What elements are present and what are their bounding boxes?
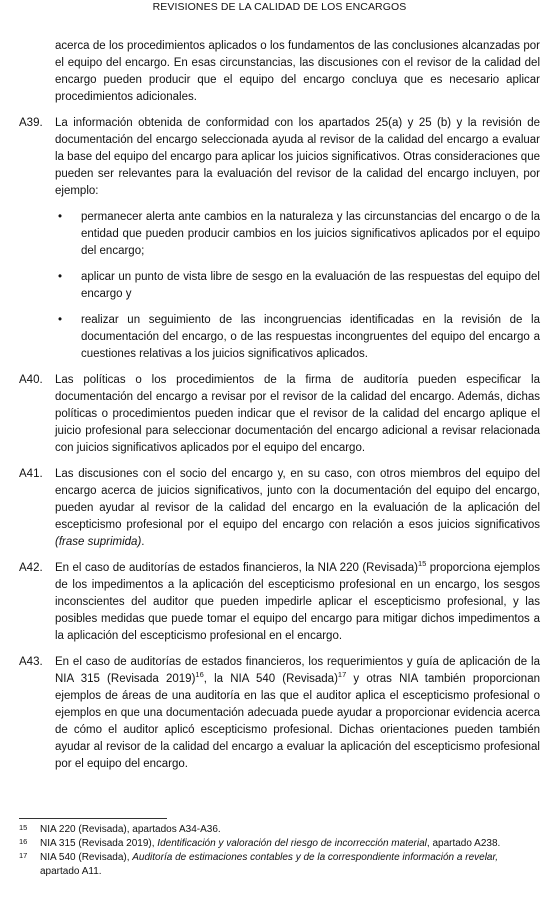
paragraph-a40: [19, 372, 540, 457]
paragraph-a41: [19, 466, 540, 551]
footnote-title: Identificación y valoración del riesgo de incorrección material: [157, 838, 427, 849]
list-item: [55, 269, 540, 303]
footnote-text: NIA 220 (Revisada), apartados A34-A36.: [40, 824, 221, 835]
paragraph-text: Las políticas o los procedimientos de la firma de auditoría pueden especificar la documentación del encargo a revisar por el revisor de la calidad del encargo. Además, dichas políticas o procedimientos pueden indicar que el revisor de la calidad del encargo aplique el juicio profesional para seleccionar documentación del encargo adicional a revisar relacionada con juicios significativos aplicados por el equipo del encargo.: [55, 374, 540, 454]
paragraph-text: [55, 654, 540, 773]
list-item-text: permanecer alerta ante cambios en la naturaleza y las circunstancias del encargo o de la entidad que pueden producir cambios en los juicios significativos aplicados por el equipo del encargo;: [81, 211, 540, 257]
footnote-number: 16: [19, 837, 28, 846]
footnote-ref: 15: [417, 559, 427, 569]
footnotes: [19, 818, 540, 879]
footnote-item: [19, 823, 540, 837]
document-body: [19, 38, 540, 782]
paragraph-a42: [19, 560, 540, 645]
list-item-text: realizar un seguimiento de las incongruencias identificadas en la revisión de la documentación del encargo, o de las respuestas incongruentes del equipo del encargo a cuestiones relativas a los juicios significativos aplicados.: [81, 314, 540, 360]
paragraph-text-part: , la NIA 540 (Revisada): [203, 673, 338, 685]
footnote-tail: , apartado A238.: [426, 838, 501, 849]
paragraph-text: [55, 560, 540, 645]
page-header: REVISIONES DE LA CALIDAD DE LOS ENCARGOS: [152, 1, 407, 13]
footnote-number: 15: [19, 823, 28, 832]
footnote-number: 17: [19, 851, 28, 860]
footnote-text: NIA 315 (Revisada 2019),: [40, 838, 158, 849]
paragraph-text-part: En el caso de auditorías de estados financieros, la NIA 220 (Revisada): [55, 562, 418, 574]
footnote-item: [19, 851, 540, 879]
footnote-item: [19, 837, 540, 851]
bullet-list: [55, 209, 540, 363]
footnote-ref: 17: [337, 670, 347, 680]
list-item-text: aplicar un punto de vista libre de sesgo en la evaluación de las respuestas del equipo del encargo y: [81, 271, 540, 300]
list-item: [55, 312, 540, 363]
paragraph-number: A41.: [19, 468, 43, 480]
bullet-icon: •: [58, 314, 63, 326]
paragraph-text-main: Las discusiones con el socio del encargo y, en su caso, con otros miembros del equipo del encargo acerca de juicios significativos, junto con la documentación del equipo del encargo, pueden ayudar al revisor de la calidad del encargo en la evaluación de la aplicación del escepticismo profesional por el equipo del encargo con relación a esos juicios significativos: [55, 468, 540, 531]
paragraph-number: A40.: [19, 374, 43, 386]
bullet-icon: •: [58, 211, 63, 223]
footnote-tail: apartado A11.: [40, 866, 102, 877]
paragraph-text-end: .: [141, 536, 145, 548]
paragraph-text-part: y otras NIA también proporcionan ejemplos de áreas de una auditoría en las que el auditor aplica el escepticismo profesional o ejemplos en que una documentación adecuada puede ayudar a proporcionar evidencia acerca de cómo el auditor aplicó escepticismo profesional. Dichas orientaciones pueden también ayudar al revisor de la calidad del encargo a evaluar la aplicación del escepticismo profesional por el equipo del encargo.: [55, 673, 540, 770]
paragraph-text: [55, 466, 540, 551]
paragraph-text-italic: (frase suprimida): [55, 536, 142, 548]
footnote-ref: 16: [195, 670, 204, 680]
footnote-text: NIA 540 (Revisada),: [40, 852, 133, 863]
paragraph-continuation: [19, 38, 540, 106]
paragraph-text-part: En el caso de auditorías de estados financieros, los requerimientos y guía de aplicación de la NIA 315 (Revisada 2019): [55, 656, 540, 685]
paragraph-number: A39.: [19, 117, 43, 129]
footnote-divider: [19, 818, 167, 819]
list-item: [55, 209, 540, 260]
paragraph-a39: [19, 115, 540, 363]
paragraph-text: acerca de los procedimientos aplicados o los fundamentos de las conclusiones alcanzadas por el equipo del encargo. En esas circunstancias, las discusiones con el revisor de la calidad del encargo pueden producir que el equipo del encargo concluya que es necesario aplicar procedimientos adicionales.: [55, 40, 540, 103]
footnote-title: Auditoría de estimaciones contables y de la correspondiente información a revelar,: [132, 852, 499, 863]
paragraph-text: La información obtenida de conformidad con los apartados 25(a) y 25 (b) y la revisión de documentación del encargo seleccionada ayuda al revisor de la calidad del encargo a evaluar la base del equipo del encargo para aplicar los juicios significativos. Otras consideraciones que pueden ser relevantes para la evaluación del revisor de la calidad del encargo incluyen, por ejemplo:: [55, 117, 540, 197]
paragraph-number: A43.: [19, 656, 43, 668]
paragraph-a43: [19, 654, 540, 773]
paragraph-text-part: proporciona ejemplos de los impedimentos a la aplicación del escepticismo profesional en un encargo, los sesgos inconscientes del auditor que pueden impedirle aplicar el escepticismo profesional, y las posibles medidas que puede tomar el equipo del encargo para mitigar dichos impedimentos a la aplicación del escepticismo profesional en el encargo.: [55, 562, 540, 642]
bullet-icon: •: [58, 271, 63, 283]
paragraph-number: A42.: [19, 562, 43, 574]
